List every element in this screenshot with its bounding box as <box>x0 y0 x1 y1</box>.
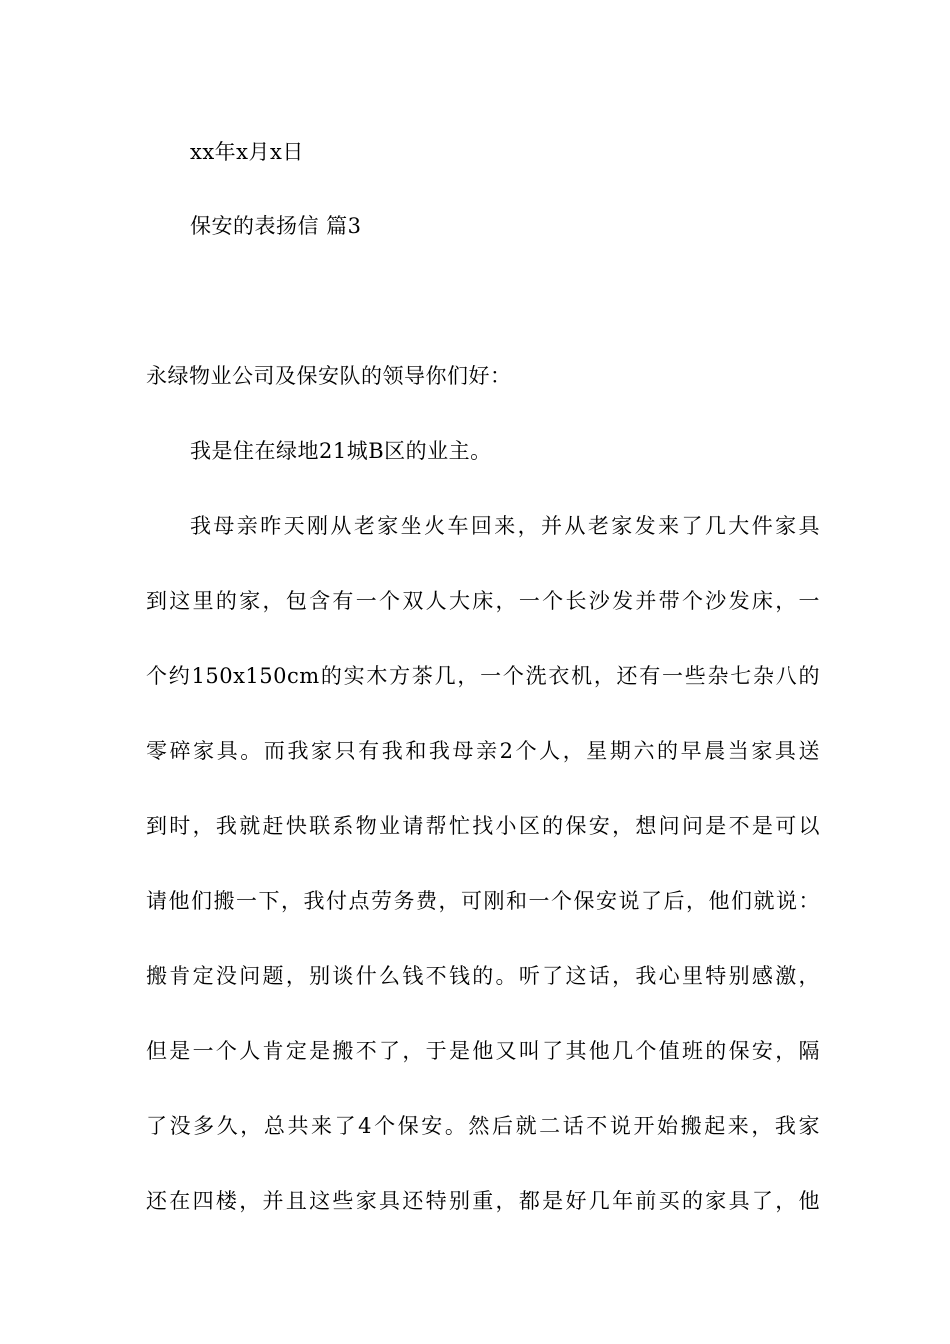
body-line: 请他们搬一下，我付点劳务费，可刚和一个保安说了后，他们就说： <box>146 889 820 913</box>
body-line: 到这里的家，包含有一个双人大床，一个长沙发并带个沙发床，一 <box>146 589 820 613</box>
body-line: 了没多久，总共来了4个保安。然后就二话不说开始搬起来，我家 <box>146 1114 820 1138</box>
document-title: 保安的表扬信 篇3 <box>190 214 362 238</box>
body-line: 还在四楼，并且这些家具还特别重，都是好几年前买的家具了，他 <box>146 1189 820 1213</box>
body-line: 搬肯定没问题，别谈什么钱不钱的。听了这话，我心里特别感激， <box>146 964 820 988</box>
intro-paragraph: 我是住在绿地21城B区的业主。 <box>190 439 492 463</box>
body-line: 零碎家具。而我家只有我和我母亲2个人，星期六的早晨当家具送 <box>146 739 820 763</box>
body-line: 个约150x150cm的实木方茶几，一个洗衣机，还有一些杂七杂八的 <box>146 664 820 688</box>
body-line: 到时，我就赶快联系物业请帮忙找小区的保安，想问问是不是可以 <box>146 814 820 838</box>
body-line: 我母亲昨天刚从老家坐火车回来，并从老家发来了几大件家具 <box>190 514 820 538</box>
salutation: 永绿物业公司及保安队的领导你们好： <box>146 364 512 388</box>
body-line: 但是一个人肯定是搬不了，于是他又叫了其他几个值班的保安，隔 <box>146 1039 820 1063</box>
date-line: xx年x月x日 <box>190 140 304 164</box>
